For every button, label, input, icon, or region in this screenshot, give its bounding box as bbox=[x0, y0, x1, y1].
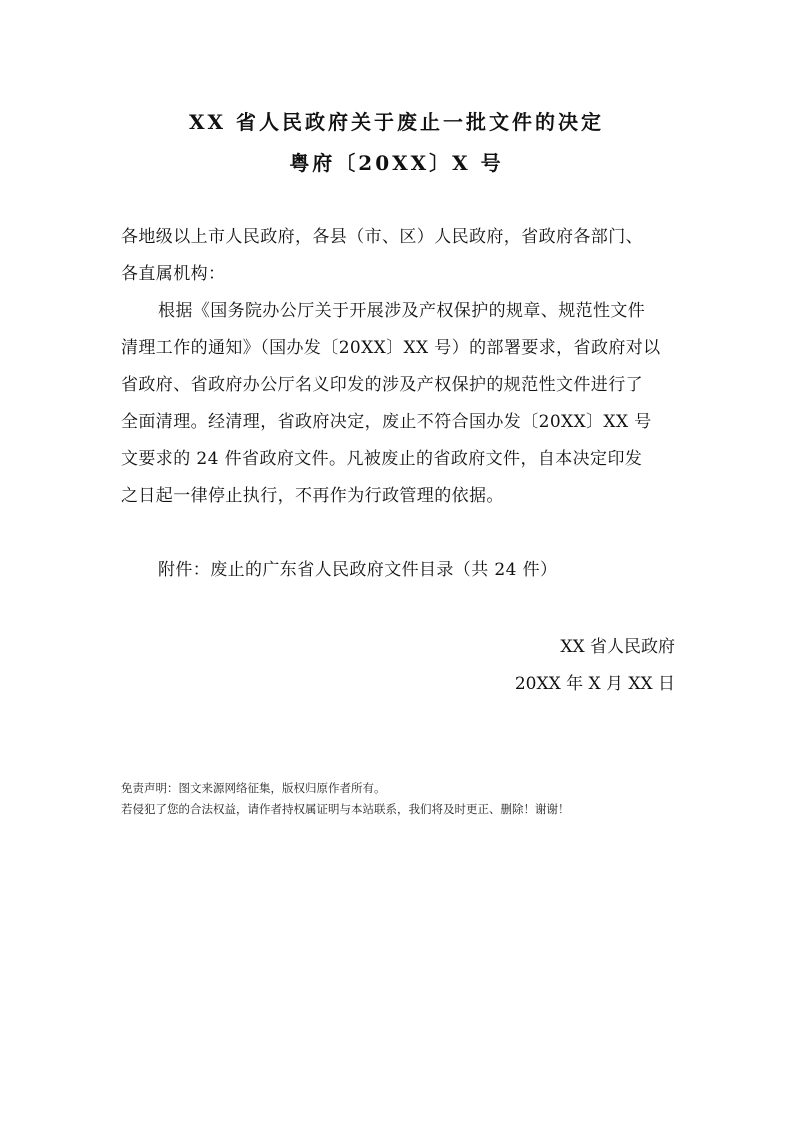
addressee-line: 各直属机构： bbox=[121, 264, 226, 284]
addressee-line: 各地级以上市人民政府，各县（市、区）人民政府，省政府各部门、 bbox=[121, 227, 643, 247]
document-title: XX 省人民政府关于废止一批文件的决定 bbox=[189, 110, 604, 134]
attachment-note: 附件：废止的广东省人民政府文件目录（共 24 件） bbox=[158, 560, 558, 580]
body-line: 之日起一律停止执行，不再作为行政管理的依据。 bbox=[121, 486, 504, 506]
body-line: 文要求的 24 件省政府文件。凡被废止的省政府文件，自本决定印发 bbox=[121, 449, 643, 469]
disclaimer-line: 免责声明：图文来源网络征集，版权归原作者所有。 bbox=[121, 781, 386, 795]
body-line: 省政府、省政府办公厅名义印发的涉及产权保护的规范性文件进行了 bbox=[121, 375, 643, 395]
signatory: XX 省人民政府 bbox=[560, 637, 675, 657]
document-number: 粤府〔20XX〕X 号 bbox=[289, 151, 504, 175]
body-line: 根据《国务院办公厅关于开展涉及产权保护的规章、规范性文件 bbox=[158, 301, 646, 321]
issue-date: 20XX 年 X 月 XX 日 bbox=[514, 674, 675, 694]
body-line: 清理工作的通知》（国办发〔20XX〕XX 号）的部署要求，省政府对以 bbox=[121, 338, 661, 358]
disclaimer-line: 若侵犯了您的合法权益，请作者持权属证明与本站联系，我们将及时更正、删除！谢谢！ bbox=[121, 802, 570, 816]
body-line: 全面清理。经清理，省政府决定，废止不符合国办发〔20XX〕XX 号 bbox=[121, 412, 652, 432]
